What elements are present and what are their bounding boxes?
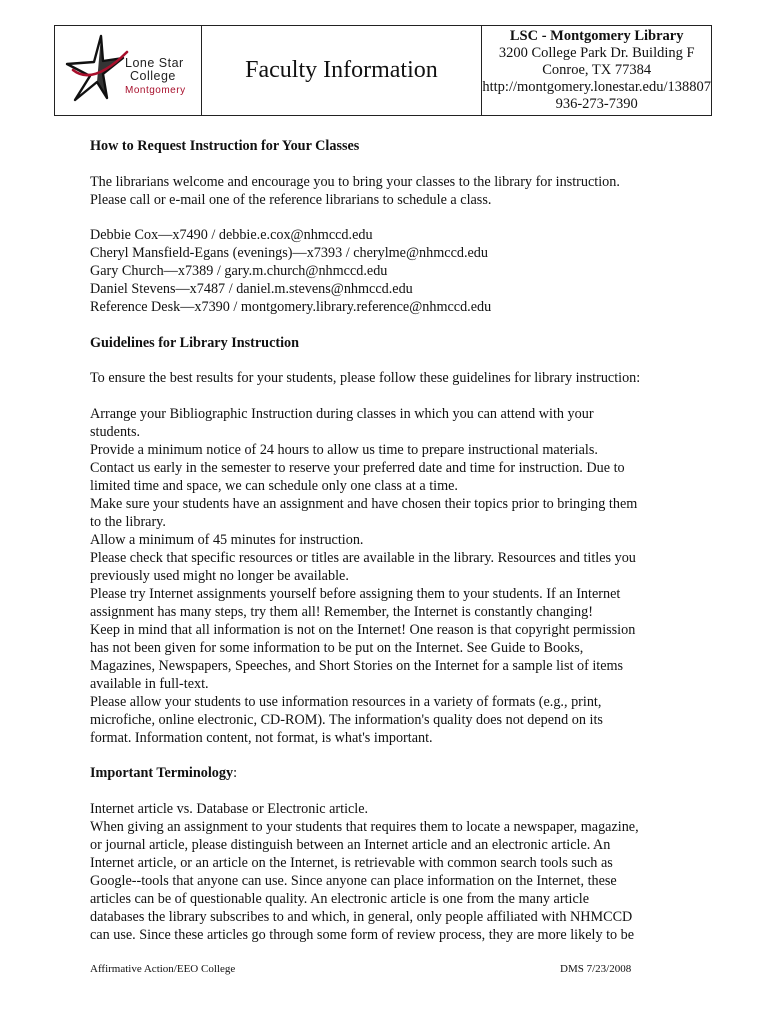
section2-heading: Guidelines for Library Instruction	[90, 334, 300, 351]
section2-intro: To ensure the best results for your students, please follow these guidelines for library instruction:	[90, 370, 641, 386]
contact-item: Daniel Stevens—x7487 / daniel.m.stevens@nhmccd.edu	[90, 281, 413, 297]
guideline-line: format. Information content, not format, is what's important.	[90, 729, 433, 746]
star-logo-icon	[63, 34, 133, 104]
logo-wordmark	[125, 57, 186, 97]
document-body	[90, 137, 690, 944]
page-title: Faculty Information	[245, 57, 438, 83]
guideline-line: Magazines, Newspapers, Speeches, and Short Stories on the Internet for a sample list of items	[90, 657, 624, 674]
terminology-line: Google--tools that anyone can use. Since anyone can place information on the Internet, these	[90, 872, 617, 889]
address-line2: Conroe, TX 77384	[542, 62, 652, 78]
logo-line2: College	[130, 69, 176, 83]
guideline-line: has not been given for some information to be put on the Internet. See Guide to Books,	[90, 639, 584, 656]
section3-heading: Important Terminology	[90, 765, 234, 781]
header-box	[54, 25, 712, 116]
terminology-line: can use. Since these articles go through some form of review process, they are more likely to be	[90, 926, 635, 943]
terminology-line: databases the library subscribes to and which, in general, only people affiliated with NHMCCD	[90, 908, 633, 925]
guideline-line: Make sure your students have an assignment and have chosen their topics prior to bringing them	[90, 495, 638, 512]
library-address-block	[482, 26, 711, 115]
guideline-list	[90, 405, 690, 747]
section3-subheading: Internet article vs. Database or Electronic article.	[90, 800, 369, 817]
section1-heading: How to Request Instruction for Your Classes	[90, 138, 360, 154]
terminology-line: or journal article, please distinguish between an Internet article and an electronic article. An	[90, 836, 611, 853]
terminology-line: Internet article, or an article on the Internet, is retrievable with common search tools such as	[90, 854, 613, 871]
section3-heading-line	[90, 764, 690, 782]
footer-left: Affirmative Action/EEO College	[90, 963, 236, 975]
contact-item: Cheryl Mansfield-Egans (evenings)—x7393 / cherylme@nhmccd.edu	[90, 245, 488, 261]
guideline-line: Please check that specific resources or titles are available in the library. Resources and titles you	[90, 549, 636, 566]
guideline-line: available in full-text.	[90, 675, 209, 692]
address-line1: 3200 College Park Dr. Building F	[498, 45, 695, 61]
guideline-line: students.	[90, 423, 141, 440]
guideline-line: Arrange your Bibliographic Instruction during classes in which you can attend with your	[90, 405, 594, 422]
library-name: LSC - Montgomery Library	[509, 28, 684, 44]
contact-item: Gary Church—x7389 / gary.m.church@nhmccd.edu	[90, 263, 388, 279]
guideline-line: Allow a minimum of 45 minutes for instruction.	[90, 531, 364, 548]
guideline-line: Contact us early in the semester to reserve your preferred date and time for instruction. Due to	[90, 459, 625, 476]
library-phone: 936-273-7390	[555, 96, 638, 112]
contact-item: Reference Desk—x7390 / montgomery.library.reference@nhmccd.edu	[90, 299, 492, 315]
terminology-text	[90, 818, 690, 944]
contact-list	[90, 226, 690, 316]
logo-line3: Montgomery	[125, 85, 186, 96]
page-title-cell	[202, 26, 483, 115]
contact-item: Debbie Cox—x7490 / debbie.e.cox@nhmccd.edu	[90, 227, 373, 243]
guideline-line: Keep in mind that all information is not on the Internet! One reason is that copyright permission	[90, 621, 636, 638]
library-url[interactable]: http://montgomery.lonestar.edu/138807	[482, 79, 711, 95]
logo-line1: Lone Star	[125, 56, 184, 70]
terminology-line: When giving an assignment to your students that requires them to locate a newspaper, magazine,	[90, 818, 639, 835]
section1-intro2: Please call or e-mail one of the reference librarians to schedule a class.	[90, 191, 492, 208]
guideline-line: Please allow your students to use information resources in a variety of formats (e.g., print,	[90, 693, 602, 710]
terminology-line: articles can be of questionable quality. An electronic article is one from the many article	[90, 890, 589, 907]
section3-heading-suffix: :	[233, 765, 238, 781]
guideline-line: Please try Internet assignments yourself before assigning them to your students. If an Internet	[90, 585, 621, 602]
guideline-line: previously used might no longer be available.	[90, 567, 349, 584]
guideline-line: limited time and space, we can schedule only one class at a time.	[90, 477, 458, 494]
footer-right: DMS 7/23/2008	[560, 963, 632, 975]
college-logo	[55, 26, 202, 115]
section1-intro1: The librarians welcome and encourage you to bring your classes to the library for instruction.	[90, 173, 620, 190]
guideline-line: microfiche, online electronic, CD-ROM). The information's quality does not depend on its	[90, 711, 603, 728]
guideline-line: Provide a minimum notice of 24 hours to allow us time to prepare instructional materials.	[90, 441, 598, 458]
guideline-line: assignment has many steps, try them all! Remember, the Internet is constantly changing!	[90, 603, 593, 620]
guideline-line: to the library.	[90, 513, 166, 530]
